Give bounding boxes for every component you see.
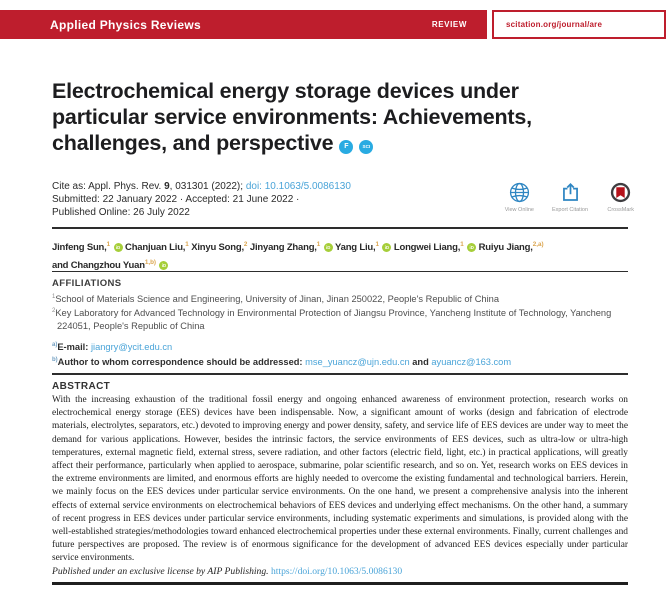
author-affiliation-marker: 1,b) — [144, 258, 157, 266]
masthead — [0, 10, 666, 39]
divider — [52, 271, 628, 272]
action-label: Export Citation — [551, 207, 589, 213]
affiliation-list — [52, 291, 632, 332]
license-doi-link[interactable]: https://doi.org/10.1063/5.0086130 — [270, 566, 403, 577]
author-name: Jinfeng Sun,$^1$ — [52, 241, 111, 254]
cite-as-line — [52, 181, 351, 194]
title-line: particular service environments: Achievements, — [52, 105, 532, 129]
author-affiliation-marker: 2 — [243, 241, 248, 248]
author-list — [52, 238, 644, 273]
export-citation-icon — [560, 182, 581, 203]
orcid-icon[interactable]: iD — [382, 243, 391, 252]
author-affiliation-marker: 1 — [375, 241, 379, 248]
author-name: Jinyang Zhang,$^1$ — [249, 241, 321, 254]
journal-url-box[interactable] — [492, 10, 666, 39]
title-line: Electrochemical energy storage devices under — [52, 79, 519, 103]
crossmark-button[interactable] — [595, 182, 646, 213]
crossmark-icon — [610, 182, 631, 203]
volume-number: 9 — [164, 181, 170, 192]
author-name: Chanjuan Liu,$^1$ — [125, 241, 189, 254]
author-affiliation-marker: 2,a) — [532, 241, 544, 248]
doi-link[interactable]: doi: 10.1063/5.0086130 — [245, 181, 351, 192]
action-label: View Online — [504, 207, 534, 213]
note-conjunction: and — [412, 356, 429, 367]
journal-url[interactable]: scitation.org/journal/are — [506, 20, 603, 29]
divider — [52, 373, 628, 375]
orcid-icon[interactable]: iD — [114, 243, 123, 252]
author-note — [52, 339, 632, 354]
globe-icon — [509, 182, 530, 203]
page-bottom-rule — [52, 582, 628, 585]
email-link[interactable]: jiangry@ycit.edu.cn — [90, 342, 173, 353]
citation-block — [52, 181, 351, 219]
author-name: Yang Liu,$^1$ — [335, 241, 379, 254]
email-link[interactable]: ayuancz@163.com — [431, 356, 512, 367]
affiliation-marker: 2 — [52, 308, 56, 315]
author-name: and Changzhou Yuan$^{1,b)}$ — [52, 258, 157, 271]
dates-line: Published Online: 26 July 2022 — [52, 206, 190, 218]
license-text: Published under an exclusive license by AIP Publishing. — [52, 566, 269, 577]
journal-name: Applied Physics Reviews — [50, 17, 201, 32]
title-line: challenges, and perspective — [52, 131, 334, 155]
note-marker: b) — [52, 356, 58, 363]
article-title — [52, 78, 636, 156]
affiliation-item: $^1$School of Materials Science and Engineering, University of Jinan, Jinan 250022, People's Republic of China — [52, 294, 499, 305]
license-line — [52, 566, 402, 577]
email-link[interactable]: mse_yuancz@ujn.edu.cn — [305, 356, 410, 367]
divider — [52, 227, 628, 229]
issue-text: , 031301 (2022); — [169, 181, 246, 192]
note-marker: a) — [52, 342, 58, 348]
view-online-button[interactable] — [494, 182, 545, 213]
affiliation-item: $^2$Key Laboratory for Advanced Technology in Environmental Protection of Jiangsu Province, Yancheng Institute of Technology, Yancheng 224051, People's Republic of China — [52, 308, 612, 331]
scilight-badge[interactable]: SCI — [359, 140, 373, 154]
journal-banner — [0, 10, 487, 39]
affiliations-heading: AFFILIATIONS — [52, 278, 122, 289]
orcid-icon[interactable]: iD — [467, 243, 476, 252]
orcid-icon[interactable]: iD — [159, 261, 168, 270]
author-affiliation-marker: 1 — [185, 241, 189, 248]
author-note — [52, 354, 632, 369]
action-label: CrossMark — [607, 207, 634, 213]
author-affiliation-marker: 1 — [316, 241, 321, 248]
note-label: Author to whom correspondence should be addressed: — [57, 356, 303, 367]
author-name: Xinyu Song,$^2$ — [191, 241, 248, 254]
author-affiliation-marker: 1 — [460, 241, 464, 248]
article-type-label: REVIEW — [431, 20, 467, 29]
abstract-heading: ABSTRACT — [52, 381, 111, 392]
abstract-text: With the increasing exhaustion of the traditional fossil energy and ongoing enhanced awareness of environment protection, research works on electrochemical energy storage (EES) devices have been indispensable. Now, a significant amount of works (design and fabrication of electrode materials, electrolytes, separators, etc.) devoted to improving energy and power density, safety, and service life of EES devices are under way to meet the demand for various applications. However, besides the intrinsic factors, the service environments of EES devices, such as ultra-low or ultra-high temperatures, external magnetic field, external stress, severe radiation, and other factors (electric field, light, etc.) in practical applications, will greatly affect their performance, particularly when applied to aerospace, submarine, polar scientific research, and so on. Yet, research works on EES devices in the extreme environments are limited, and enormous efforts are highly needed to overcome the existing fundamental and technological barriers. Herein, we mainly focus on the EES devices under particular service environments. On the one hand, we present a comprehensive analysis into the inherent effects of external service environments on electrochemical behaviors of EES devices and underlying effect mechanisms. On the other hand, a summary of recent progress in EES devices under particular service environments, including systematic experiments and simulations, is provided along with the well-established strategies/methodologies toward enhanced electrochemical properties under these external environments. Finally, current challenges and future perspectives are proposed. The review is of enormous significance for the development of advanced EES devices especially under particular service environments. — [52, 395, 628, 564]
author-affiliation-marker: 1 — [106, 241, 111, 248]
author-name: Longwei Liang,$^1$ — [393, 241, 464, 254]
dates-line: Submitted: 22 January 2022 · Accepted: 21 June 2022 · — [52, 193, 300, 205]
article-actions — [494, 182, 646, 213]
author-name: Ruiyu Jiang,$^{2,a)}$ — [478, 241, 544, 254]
cite-as-text: Cite as: Appl. Phys. Rev. — [52, 181, 165, 192]
affiliation-marker: 1 — [52, 294, 56, 300]
export-citation-button[interactable] — [545, 182, 596, 213]
orcid-icon[interactable]: iD — [324, 243, 333, 252]
footnote-list — [52, 339, 632, 368]
note-label: E-mail: — [57, 342, 89, 353]
featured-badge[interactable]: F — [339, 140, 353, 154]
